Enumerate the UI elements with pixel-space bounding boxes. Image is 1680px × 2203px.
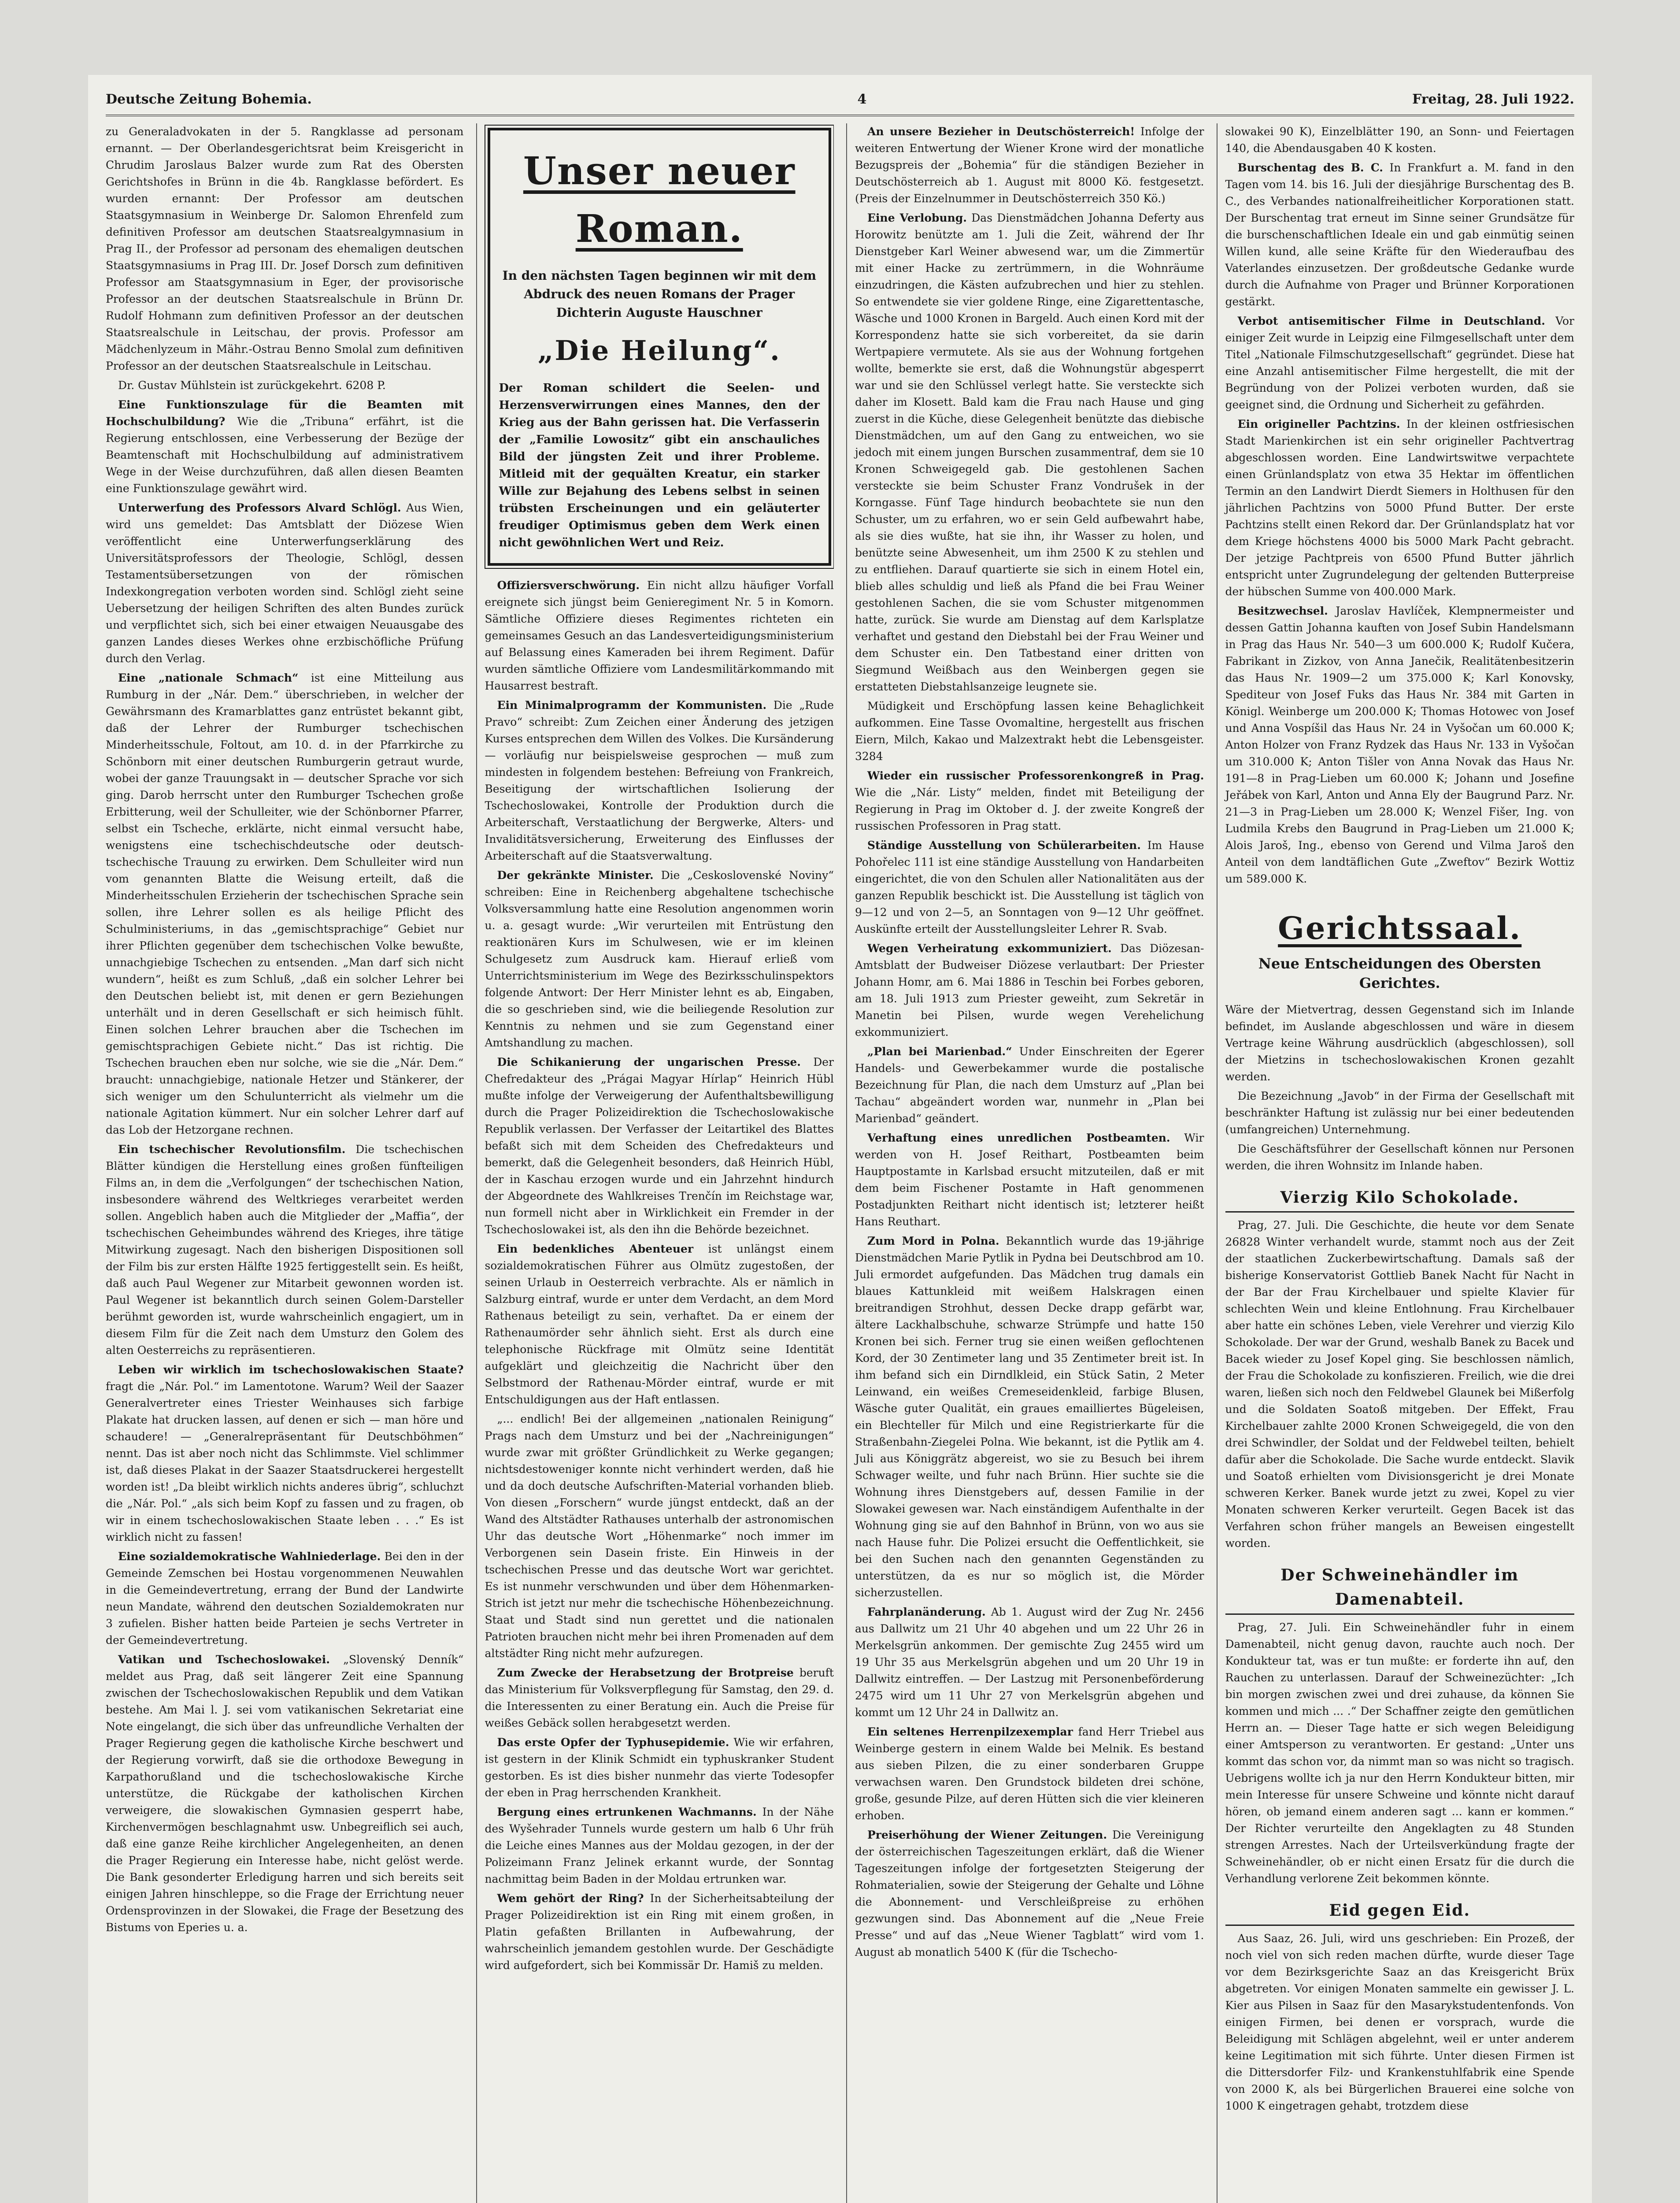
article-lead: Fahrplanänderung. bbox=[867, 1606, 986, 1618]
oath-article-heading: Eid gegen Eid. bbox=[1225, 1899, 1575, 1926]
masthead-title: Deutsche Zeitung Bohemia. bbox=[106, 91, 312, 107]
article-lead: Das erste Opfer der Typhusepidemie. bbox=[497, 1736, 729, 1749]
newspaper-page bbox=[88, 75, 1592, 2203]
article-lead: Der gekränkte Minister. bbox=[497, 868, 654, 882]
article-paragraph: Eine Verlobung. Das Dienstmädchen Johanna Deferty aus Horowitz benützte am 1. Juli die Zeit, während der Ihr Dienstgeber Karl Weiner abwesend war, um die Zimmertür mit einer Hacke zu zertrümmern, in die Wohnräume einzudringen, die Kästen aufzubrechen und hier zu stehlen. So entwendete sie vier goldene Ringe, eine Zigarettentasche, Wäsche und 1000 Kronen in Bargeld. Auch einen Kord mit der Korrespondenz hatte sie sich vorbereitet, da sie darin Wertpapiere vermutete. Als sie aus der Wohnung fortgehen wollte, bemerkte sie erst, daß die Wohnungstür abgesperrt war und sie den Schlüssel verlegt hatte. Sie versteckte sich daher im Klosett. Bald kam die Frau nach Hause und ging zuerst in die Küche, diese Gelegenheit benützte das diebische Dienstmädchen, um auf den Gang zu entweichen, wo sie jedoch mit einem jungen Burschen zusammentraf, dem sie 10 Kronen Schweigegeld gab. Die gestohlenen Sachen versteckte sie beim Schuster Franz Vondrušek in der Korngasse. Fünf Tage hindurch beobachtete sie nun den Schuster, um zu erfahren, wo er sein Geld aufbewahrt habe, als sie dies wußte, hat sie ihn, ihr Wasser zu holen, und benützte seine Abwesenheit, um ihm 2500 K zu stehlen und zu entfliehen. Darauf quartierte sie sich in einem Hotel ein, blieb alles schuldig und ließ als Pfand die bei Frau Weiner gestohlenen Sachen, die sie vom Schuster mitgenommen hatte, zurück. Sie wurde am Dienstag auf dem Karlsplatze verhaftet und gestand den Diebstahl bei der Frau Weiner und dem Schuster ein. Den Tatbestand einer dritten von Siegmund Weißbach aus den Weinbergen gegen sie erstatteten Diebstahlsanzeige leugnete sie. bbox=[855, 211, 1204, 693]
article-paragraph: Das erste Opfer der Typhusepidemie. Wie wir erfahren, ist gestern in der Klinik Schmidt ein typhuskranker Student gestorben. Es ist dies bisher nunmehr das vierte Todesopfer der eben in Prag herrschenden Krankheit. bbox=[485, 1736, 834, 1799]
novel-description: Der Roman schildert die Seelen- und Herzensverwirrungen eines Mannes, den der Krieg aus der Bahn gerissen hat. Die Verfasserin der „Familie Lowositz“ gibt ein anschauliches Bild der jüngsten Zeit und ihrer Probleme. Mitleid mit der gequälten Kreatur, ein starker Wille zur Bejahung des Lebens selbst in seinen trübsten Erscheinungen und ein geläuterter freudiger Optimismus geben dem Werk einen nicht gewöhnlichen Wert und Reiz. bbox=[499, 381, 820, 549]
article-paragraph: Eine Funktionszulage für die Beamten mit Hochschulbildung? Wie die „Tribuna“ erfährt, ist die Regierung entschlossen, eine Verbesserung der Bezüge der Beamtenschaft mit Hochschulbildung auf administrativem Wege in der Weise durchzuführen, daß allen diesen Beamten eine Funktionszulage gewährt wird. bbox=[106, 398, 464, 495]
article-lead: Die Schikanierung der ungarischen Presse. bbox=[497, 1055, 801, 1068]
article-paragraph: Leben wir wirklich im tschechoslowakischen Staate? fragt die „Nár. Pol.“ im Lamentotone. Warum? Weil der Saazer Generalvertreter eines Triester Weinhauses sich farbige Plakate hat drucken lassen, auf denen er sich — man höre und schaudere! — „Generalrepräsentant für Deutschböhmen“ nennt. Das ist aber noch nicht das Schlimmste. Viel schlimmer ist, daß dieses Plakat in der Saazer Staatsdruckerei hergestellt worden ist! „Da bleibt wirklich nichts anderes übrig“, schluchzt die „Nár. Pol.“ „als sich beim Kopf zu fassen und zu fragen, ob wir in einem tschechoslowakischen Staate leben . . .“ Es ist wirklich nicht zu fassen! bbox=[106, 1363, 464, 1543]
article-lead: Leben wir wirklich im tschechoslowakischen Staate? bbox=[118, 1363, 464, 1376]
article-columns bbox=[106, 123, 1574, 2203]
article-paragraph: Unterwerfung des Professors Alvard Schlögl. Aus Wien, wird uns gemeldet: Das Amtsblatt der Diözese Wien veröffentlicht eine Unterwerfungserklärung des Universitätsprofessors der Theologie, Schlögl, dessen Testamentsübersetzungen von der römischen Indexkongregation verboten worden sind. Schlögl zieht seine Uebersetzung der heiligen Schriften des alten Bundes zurück und verpflichtet sich, sich bei einer etwaigen Neuausgabe des ganzen Landes dieses Werkes ohne erzbischöfliche Prüfung durch den Verlag. bbox=[106, 501, 464, 665]
article-paragraph: An unsere Bezieher in Deutschösterreich! Infolge der weiteren Entwertung der Wiener Krone wird der monatliche Bezugspreis der „Bohemia“ für die ständigen Bezieher in Deutschösterreich ab 1. August mit 8000 Kö. festgesetzt. (Preis der Einzelnummer in Deutschösterreich 350 Kö.) bbox=[855, 125, 1204, 205]
article-lead: An unsere Bezieher in Deutschösterreich! bbox=[867, 125, 1135, 138]
article-paragraph: Bergung eines ertrunkenen Wachmanns. In der Nähe des Wyšehrader Tunnels wurde gestern um halb 6 Uhr früh die Leiche eines Mannes aus der Moldau gezogen, in der der Polizeimann Franz Jelinek erkannt wurde, der Sonntag nachmittag beim Baden in der Moldau ertrunken war. bbox=[485, 1805, 834, 1885]
issue-date: Freitag, 28. Juli 1922. bbox=[1412, 91, 1574, 107]
article-lead: Ein tschechischer Revolutionsfilm. bbox=[118, 1143, 346, 1156]
article-lead: Zum Zwecke der Herabsetzung der Brotpreise bbox=[497, 1666, 794, 1679]
article-paragraph: Offiziersverschwörung. Ein nicht allzu häufiger Vorfall ereignete sich jüngst beim Genieregiment Nr. 5 in Komorn. Sämtliche Offiziere dieses Regimentes richteten ein gemeinsames Gesuch an das Landesverteidigungsministerium auf Belassung eines Kameraden bei ihrem Regiment. Dafür wurden sämtliche Offiziere vom Landesmilitärkommando mit Hausarrest bestraft. bbox=[485, 579, 834, 692]
article-paragraph: Burschentag des B. C. In Frankfurt a. M. fand in den Tagen vom 14. bis 16. Juli der diesjährige Burschentag des B. C., des Verbandes nationalfreiheitlicher Korporationen statt. Der Burschentag trat erneut im Sinne seiner Grundsätze für die burschenschaftlichen Ideale ein und gab einmütig seinen Willen kund, alle seine Kräfte für den Wiederaufbau des Vaterlandes einzusetzen. Der großdeutsche Gedanke wurde durch die Aufnahme von Prager und Brünner Korporationen gestärkt. bbox=[1225, 161, 1574, 308]
article-paragraph: Wem gehört der Ring? In der Sicherheitsabteilung der Prager Polizeidirektion ist ein Ring mit einem großen, in Platin gefaßten Brillanten in Aufbewahrung, der wahrscheinlich jemandem gestohlen wurde. Der Geschädigte wird aufgefordert, sich bei Kommissär Dr. Hamiš zu melden. bbox=[485, 1891, 834, 1972]
column-4-articles bbox=[1225, 123, 1575, 887]
novel-announcement-box bbox=[488, 128, 832, 566]
article-lead: Ein seltenes Herrenpilzexemplar bbox=[867, 1725, 1073, 1738]
oath-article-text: Aus Saaz, 26. Juli, wird uns geschrieben: Ein Prozeß, der noch viel von sich reden machen dürfte, wurde dieser Tage vor dem Bezirksgerichte Saaz an das Kreisgericht Brüx abgetreten. Vor einigen Monaten sammelte ein gewisser J. L. Kier aus Pilsen in Saaz für den Masarykstudentenfonds. Von einigen Firmen, bei denen er vorsprach, wurde die Beleidigung mit Schlägen abgelehnt, weil er unter anderem keine Legitimation mit sich führte. Unter diesen Firmen ist die Dittersdorfer Filz- und Krankenstuhlfabrik eine Spende von 2000 K, als bei Bürgerlichen Brauerei eine solche von 1000 K eingetragen gehabt, trotzdem diese bbox=[1225, 1932, 1574, 2112]
article-paragraph: Besitzwechsel. Jaroslav Havlíček, Klempnermeister und dessen Gattin Johanna kauften von Josef Subin Handelsmann in Prag das Haus Nr. 540—3 um 600.000 K; Rudolf Kučera, Fabrikant in Zizkov, von Anna Janečik, Realitätenbesitzerin das Haus Nr. 1909—2 um 375.000 K; Karl Konovsky, Spediteur von Josef Fuks das Haus Nr. 384 mit Garten in Königl. Weinberge um 200.000 K; Thomas Hotowec von Josef und Anna Vospíšil das Haus Nr. 24 in Vyšočan um 60.000 K; Anton Holzer von Franz Rydzek das Haus Nr. 133 in Vyšočan um 310.000 K; Anton Tišler von Anna Novak das Haus Nr. 191—8 in Prag-Lieben um 60.000 K; Johann und Josefine Jeřábek von Karl, Anton und Anna Ely der Baugrund Parz. Nr. 21—3 in Prag-Lieben um 28.000 K; Wenzel Fišer, Ing. von Ludmila Krebs den Baugrund in Prag-Lieben um 21.000 K; Alois Jaroš, Ing., ebenso von Gerend und Vilma Jaroš den Anteil von dem landtäflichen Gute „Zweftov“ Bezirk Wottiz um 589.000 K. bbox=[1225, 605, 1574, 885]
article-lead: Wegen Verheiratung exkommuniziert. bbox=[867, 942, 1112, 955]
article-lead: Eine sozialdemokratische Wahlniederlage. bbox=[118, 1550, 381, 1563]
article-paragraph: „Plan bei Marienbad.“ Under Einschreiten der Egerer Handels- und Gewerbekammer wurde die postalische Bezeichnung für Plan, die nach dem Umsturz auf „Plan bei Tachau“ abgeändert worden war, nunmehr in „Plan bei Marienbad“ geändert. bbox=[855, 1045, 1204, 1125]
page-number: 4 bbox=[857, 91, 867, 107]
article-paragraph: Verbot antisemitischer Filme in Deutschland. Vor einiger Zeit wurde in Leipzig eine Filmgesellschaft unter dem Titel „Nationale Filmschutzgesellschaft“ gegründet. Diese hat eine Anzahl antisemitischer Filme hergestellt, die mit der Begründung von der Polizei verboten wurden, daß sie geeignet sind, die Ordnung und Sicherheit zu gefährden. bbox=[1225, 315, 1574, 411]
article-paragraph: Der gekränkte Minister. Die „Ceskoslovenské Noviny“ schreiben: Eine in Reichenberg abgehaltene tschechische Volksversammlung hatte eine Resolution angenommen worin u. a. gesagt wurde: „Wir verurteilen mit Entrüstung den reaktionären Kurs im Schulwesen, wie er im kleinen Schulgesetz zum Ausdruck kam. Hierauf erließ vom Unterrichtsministerium im Wege des Bezirksschulinspektors folgende Antwort: Der Herr Minister lehnt es ab, Eingaben, die so geschrieben sind, wie die beiliegende Resolution zur Kenntnis zu nehmen und sie zum Gegenstand einer Amtshandlung zu machen. bbox=[485, 868, 834, 1049]
article-lead: Eine „nationale Schmach“ bbox=[118, 671, 299, 684]
article-paragraph: Verhaftung eines unredlichen Postbeamten. Wir werden von H. Josef Reithart, Postbeamten beim Hauptpostamte in Karlsbad ersucht mitzuteilen, daß er mit dem beim Fischener Postamte in Haft genommenen Postadjunkten Reithart nicht identisch ist; letzterer heißt Hans Reuthart. bbox=[855, 1131, 1204, 1228]
article-paragraph: Ein Minimalprogramm der Kommunisten. Die „Rude Pravo“ schreibt: Zum Zeichen einer Änderung des jetzigen Kurses entsprechen dem Willen des Volkes. Die Kursänderung — vorläufig nur beispielsweise gesprochen — muß zum mindesten in folgendem bestehen: Befreiung von Frankreich, Beseitigung der wirtschaftlichen Isolierung der Tschechoslowakei, Kontrolle der Produktion durch die Arbeiterschaft, Verstaatlichung der Bergwerke, Alters- und Invaliditätsversicherung, Erweiterung des Einflusses der Arbeiterschaft auf die Staatsverwaltung. bbox=[485, 698, 834, 862]
court-section-subtitle: Neue Entscheidungen des Obersten Gerichtes. bbox=[1258, 955, 1541, 991]
article-paragraph: Müdigkeit und Erschöpfung lassen keine Behaglichkeit aufkommen. Eine Tasse Ovomaltine, hergestellt aus frischen Eiern, Milch, Kakao und Malzextrakt hebt die Lebensgeister. 3284 bbox=[855, 700, 1204, 763]
article-lead: Unterwerfung des Professors Alvard Schlögl. bbox=[118, 501, 401, 514]
article-paragraph: Zum Mord in Polna. Bekanntlich wurde das 19-jährige Dienstmädchen Marie Pytlik in Pydna bei Deutschbrod am 10. Juli ermordet aufgefunden. Das Mädchen trug damals ein blaues Kattunkleid mit weißem Halskragen einen breitrandigen Strohhut, dessen Decke drapp gefärbt war, ältere Lackhalbschuhe, schwarze Strümpfe und hatte 150 Kronen bei sich. Ferner trug sie einen weißen geflochtenen Kord, der 30 Zentimeter lang und 35 Zentimeter breit ist. In ihm befand sich ein Dirndlkleid, ein Stück Satin, 2 Meter Leinwand, ein weißes Cremeseidenkleid, farbige Blusen, Wäsche guter Qualität, ein graues emailliertes Bügeleisen, ein Blechteller für Milch und eine Registrierkarte für die Straßenbahn-Ziegelei Polna. Wie bekannt, ist die Pytlik am 4. Juli aus Königgrätz abgereist, wo sie zu Besuch bei ihrem Schwager weilte, und fuhr nach Brünn. Hier suchte sie die Wohnung ihres Dienstgebers auf, dessen Familie in der Slowakei gewesen war. Nach einständigem Aufenthalte in der Wohnung ging sie auf den Bahnhof in Brünn, von wo aus sie nach Hause fuhr. Die Polizei ersucht die Oeffentlichkeit, sie bei den Suchen nach den genannten Gegenständen zu unterstützen, da es nur so möglich ist, die Mörder sicherzustellen. bbox=[855, 1235, 1204, 1599]
article-paragraph: Ein bedenkliches Abenteuer ist unlängst einem sozialdemokratischen Führer aus Olmütz zugestoßen, der seinen Urlaub in Oesterreich verbrachte. Als er nämlich in Salzburg eintraf, wurde er unter dem Verdacht, an dem Mord Rathenaus beteiligt zu sein, verhaftet. Da er einem der Rathenaumörder sehr ähnlich sieht. Erst als durch eine telephonische Rückfrage mit Olmütz seine Identität aufgeklärt und gleichzeitig die Nachricht über den Selbstmord der Rathenau-Mörder eintraf, wurde er mit Entschuldigungen aus der Haft entlassen. bbox=[485, 1242, 834, 1406]
article-lead: Bergung eines ertrunkenen Wachmanns. bbox=[497, 1805, 757, 1818]
article-lead: Ein bedenkliches Abenteuer bbox=[497, 1242, 694, 1255]
article-paragraph: „... endlich! Bei der allgemeinen „nationalen Reinigung“ Prags nach dem Umsturz und bei der „Nachreinigungen“ wurde zwar mit größter Gründlichkeit zu Werke gegangen; nichtsdestoweniger konnte nicht verhindert werden, daß hie und da doch deutsche Aufschriften-Material vorhanden blieb. Von diesen „Forschern“ wurde jüngst entdeckt, daß an der Wand des Altstädter Rathauses unterhalb der astronomischen Uhr das deutsche Wort „Höhenmarke“ noch immer im Verborgenen sein Dasein friste. Ein Hinweis in der tschechischen Presse und das deutsche Wort war gerichtet. Es ist nunmehr verschwunden und über dem Höhenmarken-Strich ist jetzt nur mehr die tschechische Höhenbezeichnung. Staat und Stadt sind nun gerettet und die nationalen Patrioten brauchen nicht mehr bei ihren Promenaden auf dem altstädter Ring nicht mehr aufzuregen. bbox=[485, 1412, 834, 1660]
article-lead: Burschentag des B. C. bbox=[1237, 161, 1384, 174]
article-paragraph: Dr. Gustav Mühlstein ist zurückgekehrt. 6208 P. bbox=[118, 379, 386, 392]
article-lead: Wem gehört der Ring? bbox=[497, 1891, 644, 1905]
article-paragraph: Ein tschechischer Revolutionsfilm. Die tschechischen Blätter kündigen die Herstellung eines großen fünfteiligen Films an, in dem die „Verfolgungen“ der tschechischen Nation, insbesondere während des Weltkrieges verarbeitet werden sollen. Angeblich haben auch die Mitglieder der „Maffia“, der tschechischen Geheimbundes während des Krieges, ihre tätige Mitwirkung zugesagt. Nach den bisherigen Dispositionen soll der Film bis zur ersten Hälfte 1925 fertiggestellt sein. Es heißt, daß auch Paul Wegener zur Mitarbeit gewonnen worden ist. Paul Wegener ist bekanntlich durch seinen Golem-Darsteller berühmt geworden ist, wurde wahrscheinlich engagiert, um in diesem Film für die Zeit nach dem Umsturz den Golem des alten Oesterreichs zu repräsentieren. bbox=[106, 1143, 464, 1357]
chocolate-article-text: Prag, 27. Juli. Die Geschichte, die heute vor dem Senate 26828 Winter verhandelt wurde, stammt noch aus der Zeit der staatlichen Zuckerbewirtschaftung. Damals saß der bisherige Konservatorist Gottlieb Banek Nacht für Nacht in der Bar der Frau Kirchelbauer und spielte Klavier für schlechten Wein und kleine Entlohnung. Frau Kirchelbauer aber hatte ein schönes Leben, viele Verehrer und vierzig Kilo Schokolade. Der war der Grund, weshalb Banek zu Bacek und Bacek wieder zu Josef Kopel ging. Sie beschlossen nämlich, der Frau die Schokolade zu konfiszieren. Freilich, wie die drei waren, ließen sich noch den Feldwebel Glaunek bei Mißerfolg und die Soldaten Soatoß mitgeben. Der Effekt, Frau Kirchelbauer zahlte 2000 Kronen Schweigegeld, die von den drei Schwindler, der Soldat und der Feldwebel teilten, behielt dafür aber die Schokolade. Die Sache wurde entdeckt. Slavik und Soatoß erhielten vom Divisionsgericht je drei Monate schweren Kerker. Banek wurde jetzt zu zwei, Kopel zu vier Monaten schweren Kerker verurteilt. Gegen Bacek ist das Verfahren schon früher mangels an Beweisen eingestellt worden. bbox=[1225, 1219, 1574, 1550]
article-paragraph: Die Bezeichnung „Javob“ in der Firma der Gesellschaft mit beschränkter Haftung ist zulässig nur bei einer bedeutenden (umfangreichen) Unternehmung. bbox=[1225, 1089, 1574, 1136]
article-paragraph: Die Schikanierung der ungarischen Presse. Der Chefredakteur des „Prágai Magyar Hírlap“ Heinrich Hübl mußte infolge der Verweigerung der Aufenthaltsbewilligung durch die Prager Polizeidirektion die Tschechoslowakische Republik verlassen. Der Verfasser der Leitartikel des Blattes befaßt sich mit dem Scheiden des Chefredakteurs und bemerkt, daß die Gelegenheit besonders, daß Heinrich Hübl, der in Kaschau erzogen wurde und ein Jahrzehnt hindurch der Abgeordnete des Wahlkreises Trenčín im Reichstage war, nun formell nicht aber in Wirklichkeit ein Fremder in der Tschechoslowakei ist, als den ihn die Behörde bezeichnet. bbox=[485, 1055, 834, 1236]
court-decisions bbox=[1225, 1001, 1575, 1174]
article-lead: Wieder ein russischer Professorenkongreß in Prag. bbox=[867, 769, 1204, 782]
article-lead: Besitzwechsel. bbox=[1237, 605, 1328, 617]
column-3 bbox=[846, 123, 1204, 2203]
article-paragraph: Preiserhöhung der Wiener Zeitungen. Die Vereinigung der österreichischen Tageszeitungen erklärt, daß die Wiener Tageszeitungen infolge der fortgesetzten Steigerung der Rohmaterialien, sowie der Steigerung der Gehalte und Löhne die Abonnement- und Verschleißpreise zu erhöhen gezwungen sind. Das Abonnement auf die „Neue Freie Presse“ und auf das „Neue Wiener Tagblatt“ wird vom 1. August ab monatlich 5400 K (für die Tschecho- bbox=[855, 1828, 1204, 1958]
article-paragraph: Ein seltenes Herrenpilzexemplar fand Herr Triebel aus Weinberge gestern in einem Walde bei Melnik. Es bestand aus sieben Pilzen, die zu einer sonderbaren Gruppe verwachsen waren. Den Grundstock bildeten drei schöne, große, gesunde Pilze, auf deren Hütten sich die vier kleineren erhoben. bbox=[855, 1725, 1204, 1822]
page-header bbox=[106, 84, 1574, 116]
article-paragraph: Wegen Verheiratung exkommuniziert. Das Diözesan-Amtsblatt der Budweiser Diözese verlautbart: Der Priester Johann Homr, am 6. Mai 1886 in Teschin bei Forbes geboren, am 18. Juli 1913 zum Priester geweiht, zum Sekretär in Manetin bei Pilsen, wurde wegen Verehelichung exkommuniziert. bbox=[855, 942, 1204, 1038]
article-paragraph: Fahrplanänderung. Ab 1. August wird der Zug Nr. 2456 aus Dallwitz um 21 Uhr 40 abgehen und um 22 Uhr 26 in Merkelsgrün ankommen. Der gemischte Zug 2455 wird um 19 Uhr 35 aus Merkelsgrün abgehen und um 20 Uhr 19 in Dallwitz eintreffen. — Der Lastzug mit Personenbeförderung 2475 wird um 11 Uhr 27 von Merkelsgrün abgehen und kommt um 12 Uhr 24 in Dallwitz an. bbox=[855, 1606, 1204, 1719]
article-lead: Preiserhöhung der Wiener Zeitungen. bbox=[867, 1828, 1107, 1841]
article-lead: Ein Minimalprogramm der Kommunisten. bbox=[497, 698, 767, 712]
article-paragraph: Wäre der Mietvertrag, dessen Gegenstand sich im Inlande befindet, im Auslande abgeschlossen und wäre in diesem Vertrage keine Währung ausdrücklich (abgeschlossen), soll der Mietzins in tschechoslowakischen Kronen gezahlt werden. bbox=[1225, 1003, 1574, 1083]
article-paragraph: Wieder ein russischer Professorenkongreß in Prag. Wie die „Nár. Listy“ melden, findet mit Beteiligung der Regierung in Prag im Oktober d. J. der zweite Kongreß der russischen Professoren in Prag statt. bbox=[855, 769, 1204, 832]
article-lead: Verhaftung eines unredlichen Postbeamten. bbox=[867, 1131, 1170, 1144]
novel-title: „Die Heilung“. bbox=[537, 334, 781, 367]
article-paragraph: Vatikan und Tschechoslowakei. „Slovenský Denník“ meldet aus Prag, daß seit längerer Zeit eine Spannung zwischen der Tschechoslowakischen Republik und dem Vatikan bestehe. Am Mai l. J. sei vom vatikanischen Sekretariat eine Note eingelangt, die sich über das unfreundliche Verhalten der Prager Regierung gegen die katholische Kirche beschwert und der Regierung vorwirft, daß sie die orthodoxe Bewegung in Karpathorußland und die tschechoslowakische Kirche unterstütze, die Rückgabe der katholischen Kirchen verweigere, die slowakischen Gymnasien gesperrt habe, Kirchenvermögen beschlagnahmt usw. Unbegreiflich sei auch, daß eine ganze Reihe kirchlicher Angelegenheiten, an denen die Prager Regierung ein Interesse habe, nicht gelöst werde. Die Bank gesonderter Erledigung harren und sich bereits seit einigen Jahren hinschleppe, so die Frage der Errichtung neuer Ordensprovinzen in der Slowakei, die Frage der Besetzung des Bistums von Eperies u. a. bbox=[106, 1653, 464, 1934]
article-paragraph: slowakei 90 K), Einzelblätter 190, an Sonn- und Feiertagen 140, die Abendausgaben 40 K kosten. bbox=[1225, 125, 1574, 155]
pig-dealer-article-text: Prag, 27. Juli. Ein Schweinehändler fuhr in einem Damenabteil, nicht genug davon, rauchte auch noch. Der Kondukteur tat, was er tun mußte: er forderte ihn auf, den Rauchen zu unterlassen. Darauf der Schweinezüchter: „Ich bin morgen zwischen zwei und drei zuhause, da können Sie kommen und mich ... .“ Der Schaffner zeigte den gemütlichen Herrn an. — Dieser Tage hatte er sich wegen Beleidigung einer Amtsperson zu verantworten. Er gestand: „Unter uns kommt das schon vor, da nimmt man so was nicht so tragisch. Uebrigens wollte ich ja nur den Herrn Kondukteur bitten, mir mein Interesse für unsere Schweine und könnte nicht darauf hören, ob jemand einem anderen sagt ... kann er kommen.“ Der Richter verurteilte den Angeklagten zu 48 Stunden strengen Arrestes. Nach der Urteilsverkündung fragte der Schweinehändler, ob er nicht einen Ersatz für die durch die Verhandlung verlorene Zeit bekommen könnte. bbox=[1225, 1621, 1574, 1885]
article-paragraph: Zum Zwecke der Herabsetzung der Brotpreise beruft das Ministerium für Volksverpflegung für Samstag, den 29. d. die Interessenten zu einer Beratung ein. Auch die Preise für weißes Gebäck sollen herabgesetzt werden. bbox=[485, 1666, 834, 1729]
article-lead: Ein origineller Pachtzins. bbox=[1237, 418, 1400, 430]
article-lead: Eine Funktionszulage für die Beamten mit Hochschulbildung? bbox=[106, 398, 464, 428]
column-4 bbox=[1217, 123, 1575, 2203]
article-lead: Ständige Ausstellung von Schülerarbeiten. bbox=[867, 839, 1141, 852]
article-lead: Offiziersverschwörung. bbox=[497, 579, 640, 592]
article-paragraph: Eine „nationale Schmach“ ist eine Mitteilung aus Rumburg in der „Nár. Dem.“ überschrieben, in welcher der Gewährsmann des Kramarblattes ganz entrüstet bekannt gibt, daß der Lehrer der Rumburger tschechischen Minderheitsschule, Foltout, am 10. d. in der Pfarrkirche zu Schönborn mit einer deutschen Rumburgerin getraut wurde, wobei der ganze Trauungsakt in — deutscher Sprache vor sich ging. Darob herrscht unter den Rumburger Tschechen große Erbitterung, weil der Schulleiter, wie der Schönborner Pfarrer, selbst ein Tscheche, erklärte, nicht einmal versucht habe, wenigstens eine tschechischdeutsche oder deutsch-tschechische Trauung zu erwirken. Dem Schulleiter wird nun vom genannten Blatte die Weisung erteilt, daß die Minderheitsschulen Erzieherin der tschechischen Sprache sein sollen, ihre Lehrer sollen es als heilige Pflicht des Schulministeriums, in das „gemischtsprachige“ Gebiet nur ihrer Pflichten gegenüber dem tschechischen Volke bewußte, unnachgiebige Tschechen zu entsenden. „Man darf sich nicht wundern“, heißt es zum Schluß, „daß ein solcher Lehrer bei den Deutschen beliebt ist, mit denen er gern Beziehungen unterhält und in deren Gesellschaft er sich heimisch fühlt. Einen solchen Lehrer brauchen aber die Tschechen im gemischtsprachigen Gebiete nicht.“ Das ist richtig. Die Tschechen brauchen eben nur solche, wie sie die „Nár. Dem.“ braucht: unnachgiebige, nationale Hetzer und Stänkerer, der sich weniger um den Schulunterricht als vielmehr um die nationale Agitation kümmert. Nur ein solcher Lehrer darf auf das Lob der Hetzorgane rechnen. bbox=[106, 671, 464, 1136]
column-2 bbox=[476, 123, 834, 2203]
article-paragraph: Eine sozialdemokratische Wahlniederlage. Bei den in der Gemeinde Zemschen bei Hostau vorgenommenen Neuwahlen in die Gemeindevertretung, errang der Bund der Landwirte neun Mandate, während den deutschen Sozialdemokraten nur 3 zufielen. Bisher hatten beide Parteien je sechs Vertreter in der Gemeindevertretung. bbox=[106, 1550, 464, 1647]
article-paragraph: Ein origineller Pachtzins. In der kleinen ostfriesischen Stadt Marienkirchen ist ein sehr origineller Pachtvertrag abgeschlossen worden. Eine Landwirtswitwe verpachtete einen Grünlandsplatz von etwa 35 Hektar im öffentlichen Termin an den Landwirt Dierdt Siemers in Holthusen für den jährlichen Pachtzins von 5000 Pfund Butter. Der erste Pachtzins stellt einen Rekord dar. Der Grünlandsplatz hat vor dem Kriege höchstens 4000 bis 5000 Mark Pacht gebracht. Der jetzige Pachtpreis von 6500 Pfund Butter jährlich entspricht unter Zugrundelegung der geltenden Butterpreise der hübschen Summe von 400.000 Mark. bbox=[1225, 418, 1574, 598]
chocolate-article-heading: Vierzig Kilo Schokolade. bbox=[1225, 1186, 1575, 1213]
article-lead: Eine Verlobung. bbox=[867, 211, 967, 224]
pig-dealer-article-heading: Der Schweinehändler im Damenabteil. bbox=[1225, 1563, 1575, 1614]
article-lead: Vatikan und Tschechoslowakei. bbox=[118, 1653, 330, 1666]
article-paragraph: zu Generaladvokaten in der 5. Rangklasse ad personam ernannt. — Der Oberlandesgerichtsrat beim Kreisgericht in Chrudim Jaroslaus Balzer wurde zum Rat des Obersten Gerichtshofes in Brünn in die 4b. Rangklasse befördert. Es wurden ernannt: Der Professor am deutschen Staatsgymnasium in Weinberge Dr. Salomon Ehrenfeld zum definitiven Professor am deutschen Staatsrealgymnasium in Prag II., der Professor ad personam des ehemaligen deutschen Staatsgymnasiums in Prag III. Dr. Josef Dorsch zum definitiven Professor am Staatsgymnasium in Eger, der provisorische Professor an der deutschen Staatsrealschule in Brünn Dr. Rudolf Hohmann zum definitiven Professor an der deutschen Staatsrealschule in Leitschau, der provis. Professor am Mädchenlyzeum in Mähr.-Ostrau Benno Smolal zum definitiven Professor an der deutschen Staatsrealschule in Leitschau. bbox=[106, 125, 464, 372]
column-1 bbox=[106, 123, 464, 2203]
article-lead: „Plan bei Marienbad.“ bbox=[867, 1045, 1012, 1058]
column-2-articles bbox=[485, 577, 834, 1974]
court-section-title: Gerichtssaal. bbox=[1278, 910, 1522, 946]
novel-intro: In den nächsten Tagen beginnen wir mit dem Abdruck des neuen Romans der Prager Dichterin Auguste Hauschner bbox=[502, 268, 816, 320]
article-paragraph: Ständige Ausstellung von Schülerarbeiten. Im Hause Pohořelec 111 ist eine ständige Ausstellung von Handarbeiten eingerichtet, die von den Schulen aller Nationalitäten aus der ganzen Republik beschickt ist. Die Ausstellung ist täglich von 9—12 und von 2—5, an Sonntagen von 9—12 Uhr geöffnet. Auskünfte erteilt der Ausstellungsleiter Lehrer R. Svab. bbox=[855, 839, 1204, 935]
article-paragraph: Die Geschäftsführer der Gesellschaft können nur Personen werden, die ihren Wohnsitz im Inlande haben. bbox=[1225, 1142, 1574, 1172]
article-lead: Verbot antisemitischer Filme in Deutschland. bbox=[1237, 315, 1545, 327]
article-lead: Zum Mord in Polna. bbox=[867, 1235, 999, 1247]
novel-heading: Unser neuer Roman. bbox=[523, 149, 796, 251]
